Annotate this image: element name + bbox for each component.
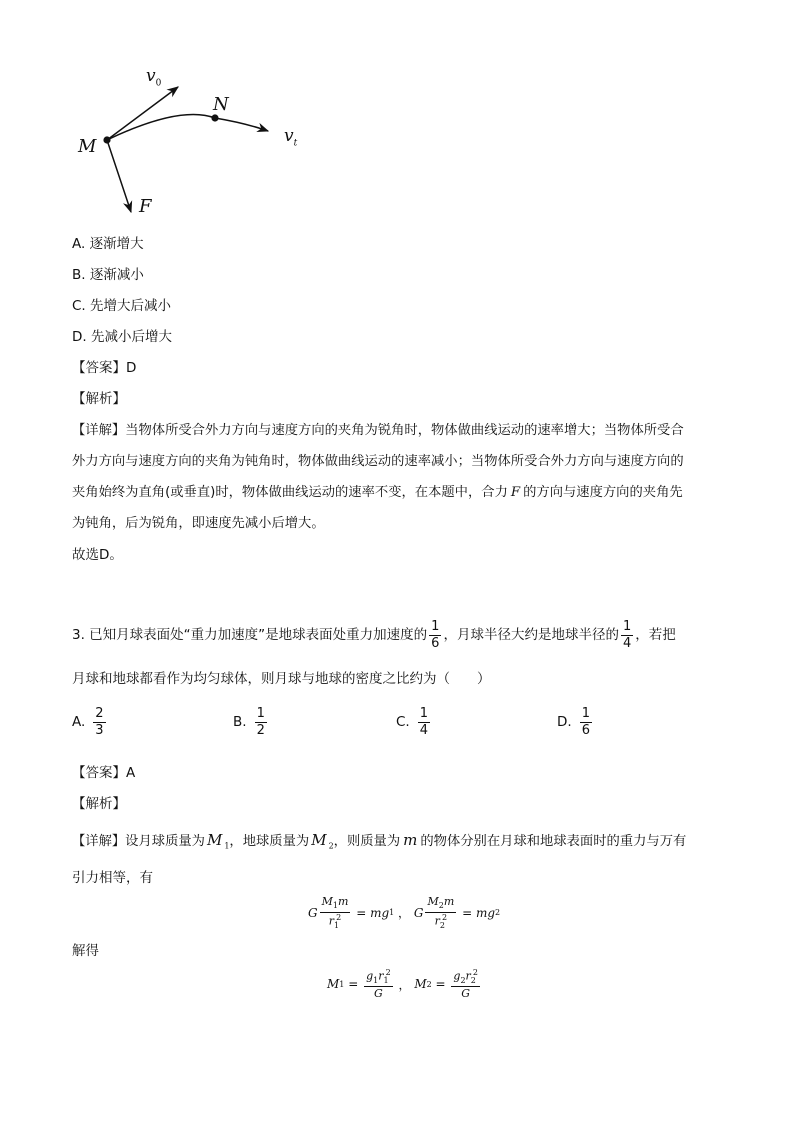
point-m (103, 136, 110, 143)
q2-option-c: C. 先增大后减小 (72, 298, 172, 314)
q3-analysis-label: 【解析】 (72, 796, 126, 812)
q2-detail-line-3: 夹角始终为直角(或垂直)时，物体做曲线运动的速率不变，在本题中，合力 F 的方向与速度方向的夹角先 (72, 485, 683, 500)
q2-option-a: A. 逐渐增大 (72, 236, 144, 252)
trajectory-diagram (60, 55, 320, 225)
q3-stem-line-2: 月球和地球都看作为均匀球体，则月球与地球的密度之比约为（ ） (72, 671, 491, 687)
q2-detail-line-1: 【详解】当物体所受合外力方向与速度方向的夹角为锐角时，物体做曲线运动的速率增大；当物体所受合 (72, 423, 684, 438)
point-n (211, 114, 218, 121)
q2-detail-line-4: 为钝角，后为锐角，即速度先减小后增大。 (72, 516, 325, 531)
equation-gravity: G $\frac{M_1m}{r_1^2}$ = mg 1 ， G $\frac{M_2m}{r_2^2}$ = mg 2 (308, 895, 501, 930)
label-f: F (139, 196, 152, 217)
v0-arrow (107, 87, 178, 140)
q3-detail-line-1: 【详解】设月球质量为 M $_1$，地球质量为 M $_2$，则质量为 m 的物体分别在月球和地球表面时的重力与万有 (72, 831, 687, 851)
q3-answer: 【答案】A (72, 765, 136, 781)
q3-stem-line-1: 3. 已知月球表面处“重力加速度”是地球表面处重力加速度的 $\frac{1}{6}$ ，月球半径大约是地球半径的 $\frac{1}{4}$ ，若把 (72, 618, 676, 651)
label-n: N (213, 94, 229, 115)
q2-detail-line-2: 外力方向与速度方向的夹角为钝角时，物体做曲线运动的速率减小；当物体所受合外力方向与速度方向的 (72, 454, 684, 469)
q3-option-d: D. $\frac{1}{6}$ (557, 706, 590, 738)
q3-detail-line-2: 引力相等，有 (72, 870, 153, 886)
q3-option-a: A. $\frac{2}{3}$ (72, 706, 104, 738)
q2-conclusion: 故选D。 (72, 547, 123, 563)
q2-analysis-label: 【解析】 (72, 391, 126, 407)
label-vt: $v_t$ (284, 126, 298, 149)
q3-solve-label: 解得 (72, 943, 99, 959)
q2-option-d: D. 先减小后增大 (72, 329, 172, 345)
q2-option-b: B. 逐渐减小 (72, 267, 144, 283)
label-v0: $v_0$ (146, 66, 162, 89)
label-m: M (78, 136, 97, 157)
trajectory-curve (107, 114, 268, 140)
force-arrow (107, 140, 131, 212)
q3-option-b: B. $\frac{1}{2}$ (233, 706, 265, 738)
q3-option-c: C. $\frac{1}{4}$ (396, 706, 428, 738)
q2-answer: 【答案】D (72, 360, 137, 376)
equation-mass: M 1 = $\frac{g_1r_1^2}{G}$ ， M 2 = $\frac{g_2r_2^2}{G}$ (327, 968, 478, 1001)
